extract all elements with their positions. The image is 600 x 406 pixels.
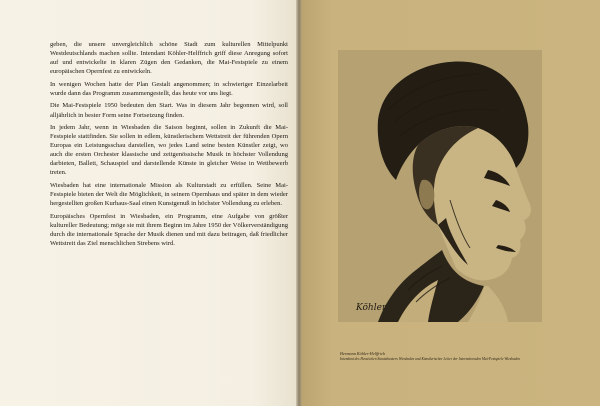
paragraph: In wenigen Wochen hatte der Plan Gestalt angenommen; in schwieriger Einzelarbeit wurde dann das Programm zusammengestellt, das heute vor uns liegt. <box>50 80 288 97</box>
left-page <box>0 0 298 406</box>
paragraph: Europäisches Opernfest in Wiesbaden, ein Programm, eine Aufgabe von größter kultureller Bedeutung; möge sie mit ihrem Beginn im Jahre 1950 der Völkerverständigung durch die internationale Sprache der Musik dienen und mit dazu beitragen, daß friedlicher Wettstreit das Ziel menschlichen Strebens wird. <box>50 212 288 247</box>
paragraph: Wiesbaden hat eine internationale Mission als Kulturstadt zu erfüllen. Seine Mai-Festspiele bieten der Welt die Möglichkeit, in seinem Opernhaus und später in dem wieder hergestellten großen Kurhaus-Saal einen Kunstgenuß in höchster Vollendung zu erleben. <box>50 182 288 208</box>
paragraph: Die Mai-Festspiele 1950 bedeuten den Start. Was in diesem Jahr begonnen wird, soll alljährlich in bester Form seine Fortsetzung finden. <box>50 102 288 119</box>
portrait-illustration <box>338 50 542 322</box>
signature-text: Köhler <box>356 303 387 313</box>
caption-subtitle: Intendant des Hessischen Staatstheaters Wiesbaden und Künstlerischer Leiter der Internationalen Mai-Festspiele Wiesbaden <box>340 357 520 361</box>
portrait-caption <box>340 351 580 362</box>
paragraph: In jedem Jahr, wenn in Wiesbaden die Saison beginnt, sollen in Zukunft die Mai-Festspiele stattfinden. Sie sollen in edlem, künstlerischem Wettstreit der führenden Opern Europas ein Leistungsschau darstellen, wo jedes Land seine besten Künstler zeigt, wo auch die ersten Orchester klassische und zeitgenössische Musik in höchster Vollendung darbieten, Ballett, Schauspiel und darstellende Künste in gleicher Weise in Wettbewerb treten. <box>50 124 288 177</box>
paragraph: geben, die unsere unvergleichlich schöne Stadt zum kulturellen Mittelpunkt Westdeutschlands machen sollte. Intendant Köhler-Helffrich griff diese Anregung sofort auf und entwickelte in klaren Zügen den Gedanken, die Mai-Festspiele zu einem europäischen Opernfest zu entwickeln. <box>50 41 288 76</box>
portrait-drawing <box>338 50 542 322</box>
body-text <box>50 40 288 252</box>
caption-name: Hermann Köhler-Helffrich <box>340 351 385 356</box>
